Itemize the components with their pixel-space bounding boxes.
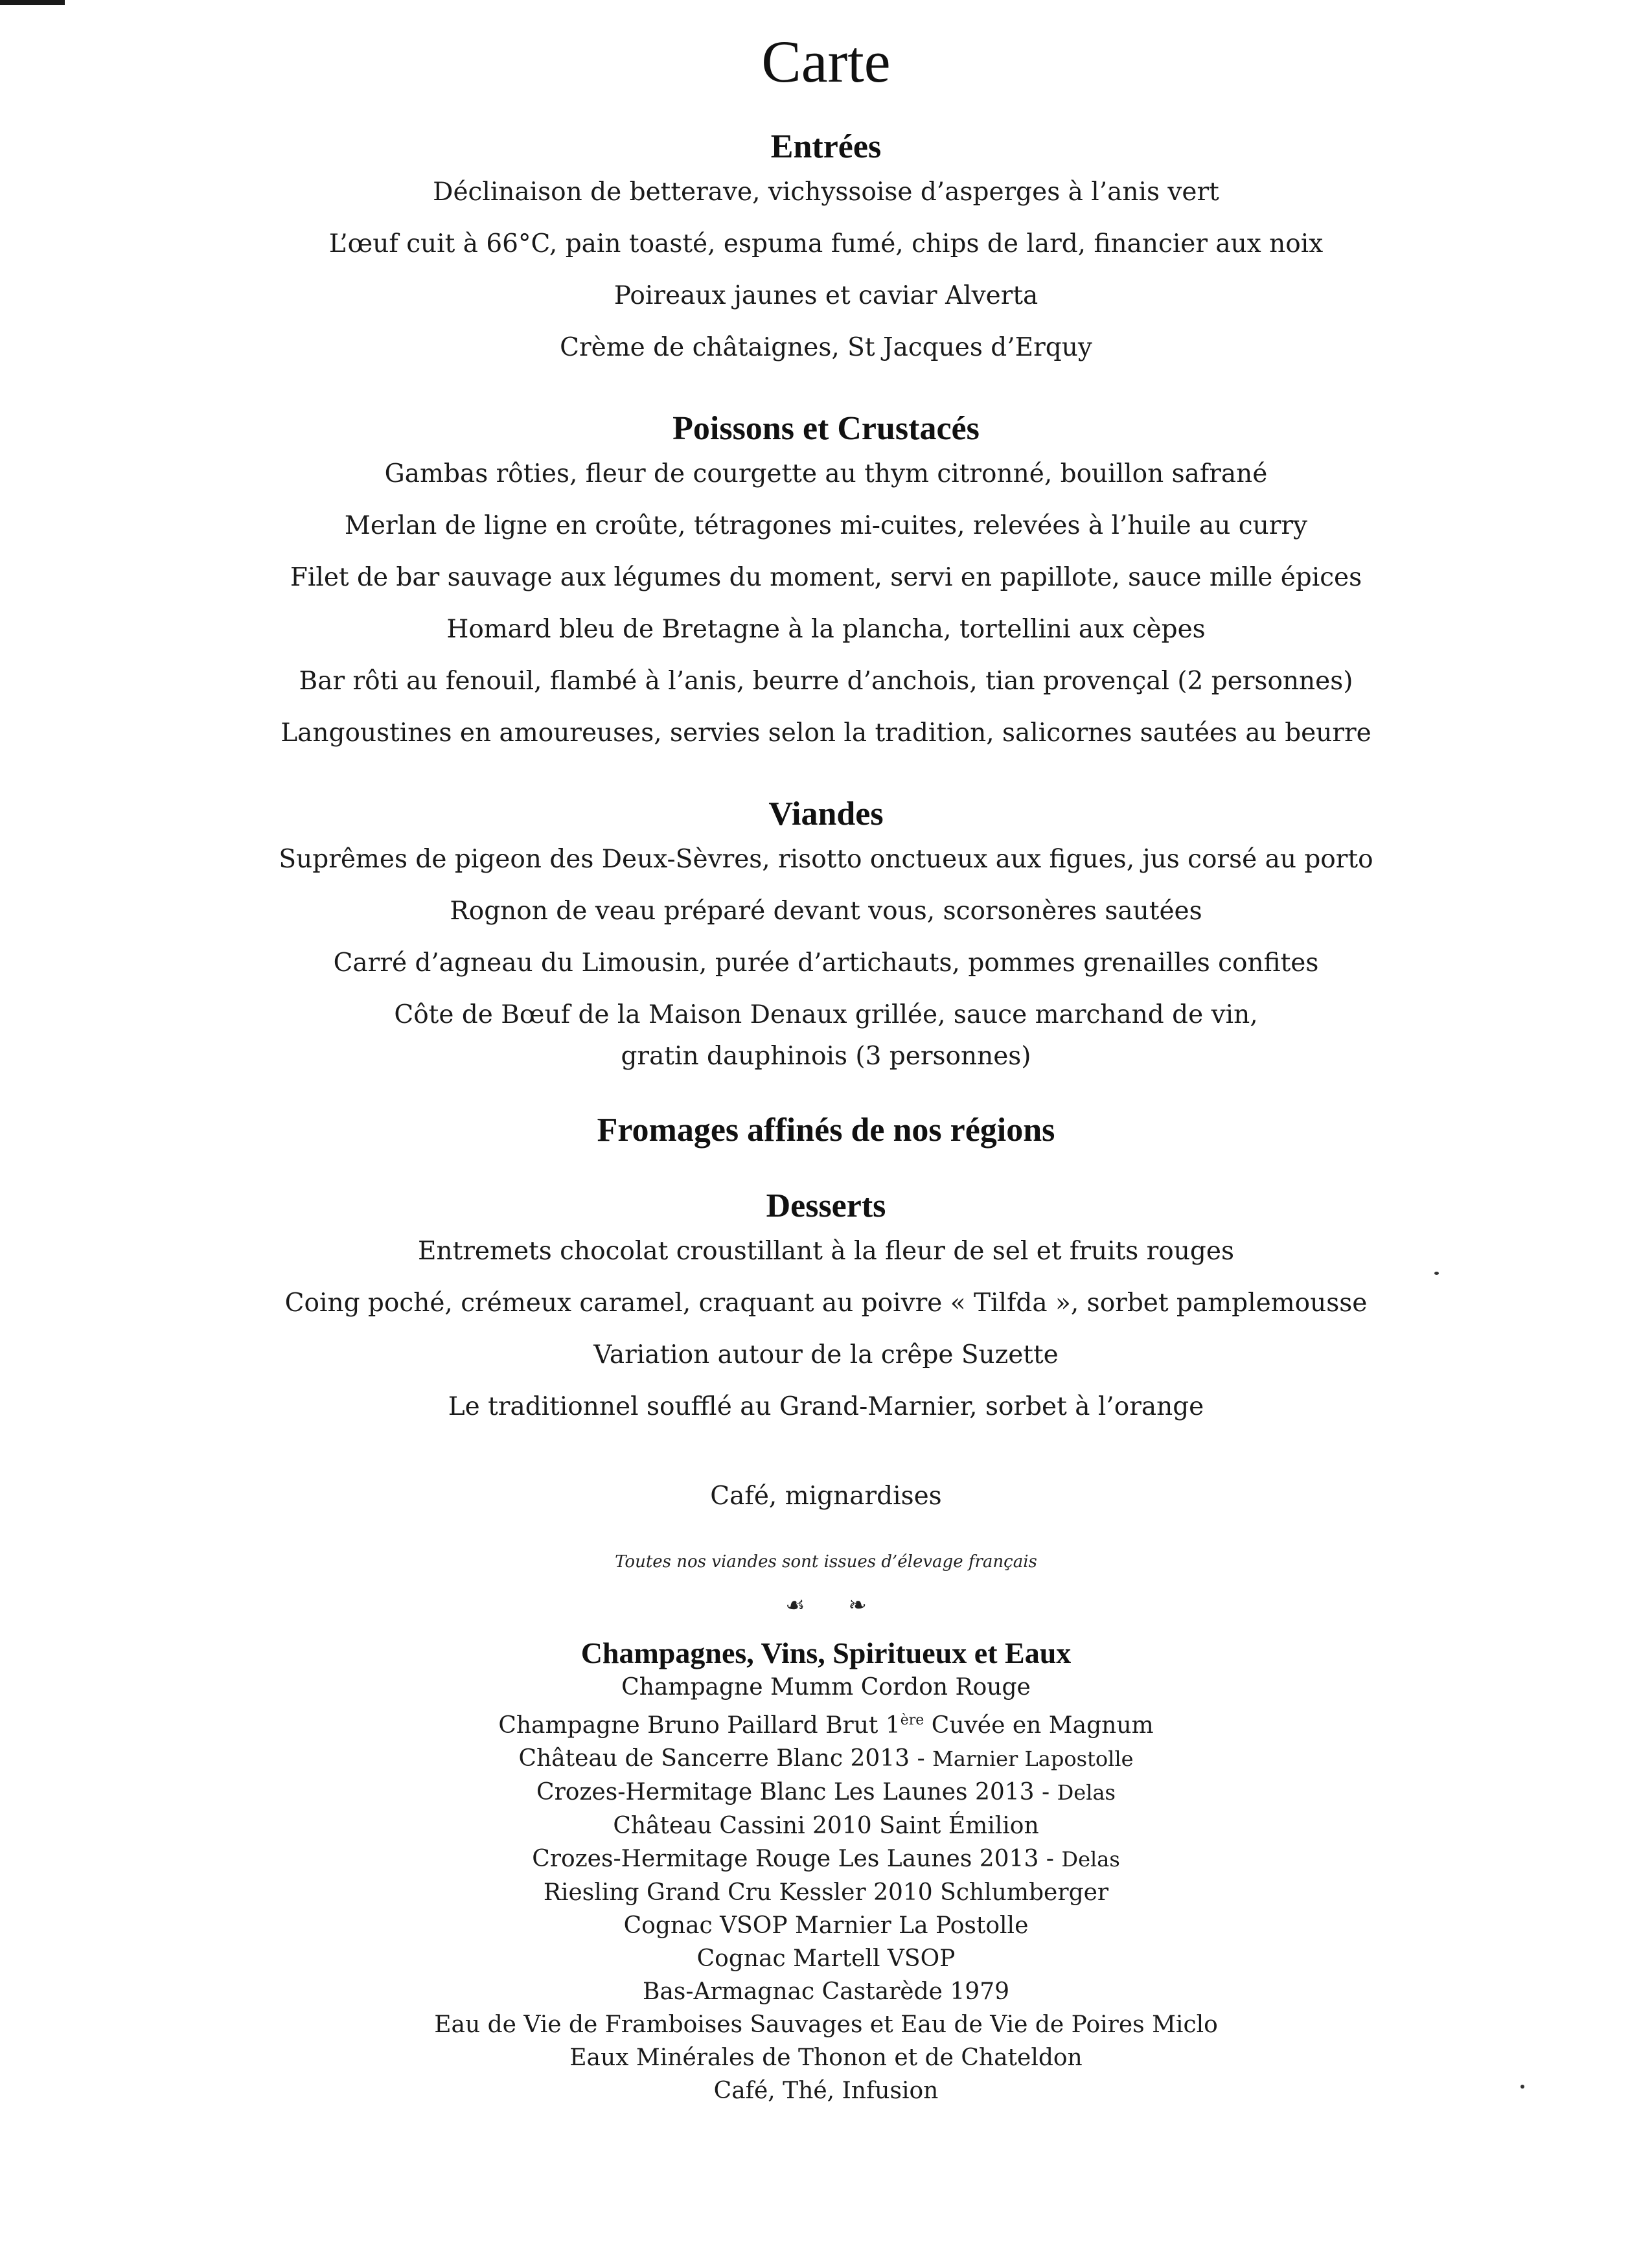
drink-item: Château Cassini 2010 Saint Émilion [613, 1813, 1039, 1839]
drink-item: Cognac VSOP Marnier La Postolle [623, 1912, 1029, 1939]
drink-item [0, 1842, 1652, 1876]
section-heading: Champagnes, Vins, Spiritueux et Eaux [580, 1636, 1072, 1669]
drink-producer: Delas [1057, 1780, 1116, 1805]
drink-item: Cognac Martell VSOP [696, 1945, 956, 1972]
menu-item: L’œuf cuit à 66°C, pain toasté, espuma fumé, chips de lard, financier aux noix [328, 229, 1324, 258]
drink-item-text: Crozes-Hermitage Rouge Les Launes 2013 - [532, 1846, 1062, 1872]
section-heading: Poissons et Crustacés [672, 410, 980, 447]
drink-producer: Delas [1061, 1847, 1120, 1872]
drink-producer: Marnier Lapostolle [932, 1747, 1134, 1771]
menu-item: Crème de châtaignes, St Jacques d’Erquy [560, 333, 1092, 362]
section-entrees [0, 126, 1652, 374]
scan-edge-mark [0, 0, 65, 5]
menu-item: Café, mignardises [710, 1482, 942, 1511]
floral-left-icon: ☙ [785, 1592, 805, 1618]
drink-item: Riesling Grand Cru Kessler 2010 Schlumberger [543, 1879, 1109, 1906]
menu-item: Le traditionnel soufflé au Grand-Marnier, sorbet à l’orange [448, 1392, 1204, 1421]
drink-item: Eaux Minérales de Thonon et de Chateldon [569, 2045, 1083, 2071]
ornament-divider [0, 1592, 1652, 1618]
menu-item: Carré d’agneau du Limousin, purée d’artichauts, pommes grenailles confites [333, 948, 1319, 978]
section-heading: Desserts [766, 1187, 886, 1224]
menu-item: gratin dauphinois (3 personnes) [621, 1042, 1031, 1071]
menu-item: Déclinaison de betterave, vichyssoise d’asperges à l’anis vert [433, 178, 1219, 207]
drink-item [0, 1704, 1652, 1742]
menu-item: Côte de Bœuf de la Maison Denaux grillée, sauce marchand de vin, [394, 1000, 1258, 1029]
drink-item-text: Champagne Bruno Paillard Brut 1 [498, 1712, 901, 1739]
menu-item: Bar rôti au fenouil, flambé à l’anis, beurre d’anchois, tian provençal (2 personnes) [299, 667, 1353, 696]
section-heading: Entrées [770, 128, 882, 165]
section-desserts [0, 1186, 1652, 1433]
origin-note-text: Toutes nos viandes sont issues d’élevage français [615, 1552, 1037, 1572]
drink-item-text: Crozes-Hermitage Blanc Les Launes 2013 - [536, 1779, 1057, 1805]
menu-item: Filet de bar sauvage aux légumes du moment, servi en papillote, sauce mille épices [290, 563, 1362, 592]
drink-item-text: Château de Sancerre Blanc 2013 - [518, 1745, 933, 1772]
section-viandes [0, 794, 1652, 1077]
drink-item [0, 1742, 1652, 1776]
section-poissons [0, 408, 1652, 759]
section-fromages [0, 1110, 1652, 1151]
floral-right-icon: ❧ [848, 1592, 867, 1618]
menu-item: Homard bleu de Bretagne à la plancha, tortellini aux cèpes [446, 615, 1206, 644]
menu-item: Merlan de ligne en croûte, tétragones mi-cuites, relevées à l’huile au curry [344, 511, 1308, 540]
menu-item: Poireaux jaunes et caviar Alverta [614, 281, 1038, 310]
drink-item-superscript: ère [900, 1712, 924, 1728]
menu-item: Variation autour de la crêpe Suzette [593, 1340, 1059, 1369]
cafe-line [0, 1471, 1652, 1522]
menu-item: Entremets chocolat croustillant à la fleur de sel et fruits rouges [418, 1237, 1234, 1266]
menu-item: Coing poché, crémeux caramel, craquant au poivre « Tilfda », sorbet pamplemousse [284, 1289, 1368, 1318]
section-heading: Viandes [768, 796, 884, 832]
drink-item: Champagne Mumm Cordon Rouge [621, 1674, 1031, 1701]
menu-item: Rognon de veau préparé devant vous, scorsonères sautées [450, 897, 1202, 926]
drink-item-text: Cuvée en Magnum [924, 1712, 1154, 1739]
menu-item: Gambas rôties, fleur de courgette au thym citronné, bouillon safrané [384, 459, 1268, 488]
origin-note [0, 1552, 1652, 1572]
drink-item [0, 1776, 1652, 1809]
menu-item: Suprêmes de pigeon des Deux-Sèvres, risotto onctueux aux figues, jus corsé au porto [279, 845, 1373, 874]
drink-item: Bas-Armagnac Castarède 1979 [643, 1978, 1009, 2005]
page-title: Carte [761, 29, 891, 95]
section-drinks [0, 1636, 1652, 2107]
menu-item: Langoustines en amoureuses, servies selon la tradition, salicornes sautées au beurre [281, 718, 1371, 748]
section-heading: Fromages affinés de nos régions [597, 1112, 1055, 1149]
drink-item: Café, Thé, Infusion [713, 2078, 939, 2104]
drink-item: Eau de Vie de Framboises Sauvages et Eau de Vie de Poires Miclo [434, 2011, 1218, 2038]
